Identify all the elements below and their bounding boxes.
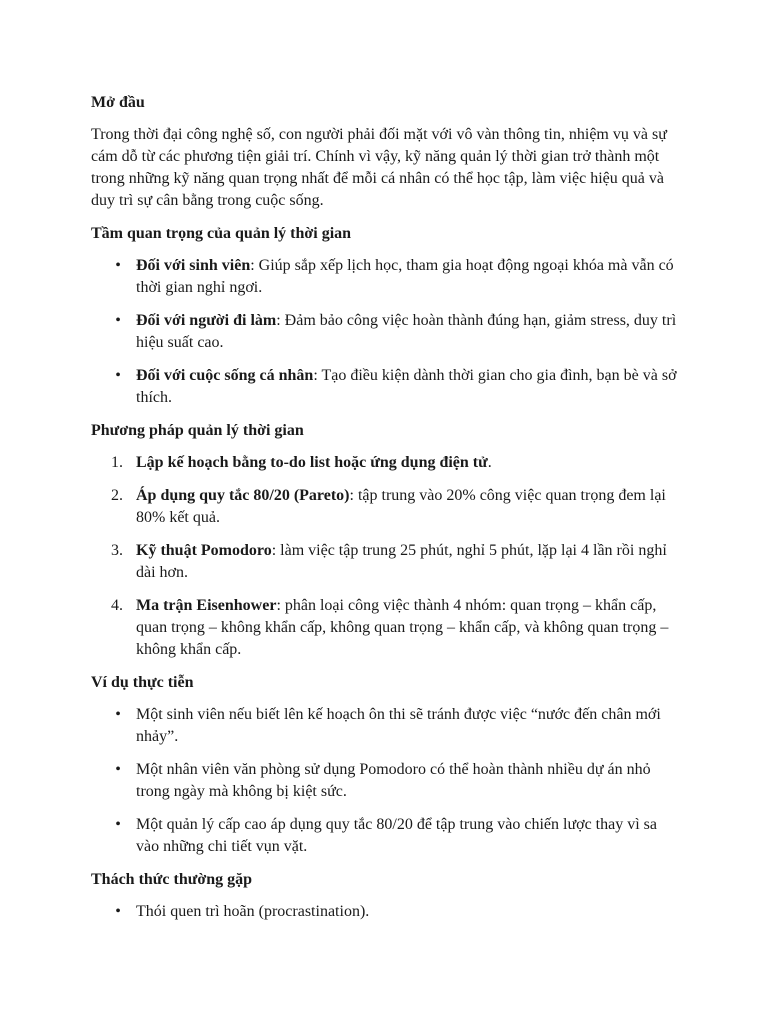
- item-text: Thói quen trì hoãn (procrastination).: [136, 903, 370, 920]
- list-item: [91, 814, 680, 858]
- item-text: : làm việc tập trung 25 phút, nghỉ 5 phút, lặp lại 4 lần rồi nghỉ dài hơn.: [136, 542, 667, 581]
- bullet-marker: •: [115, 367, 121, 384]
- heading-methods: Phương pháp quản lý thời gian: [91, 422, 304, 439]
- item-bold-term: Đối với người đi làm: [136, 312, 277, 329]
- item-text: : Đảm bảo công việc hoàn thành đúng hạn, giảm stress, duy trì hiệu suất cao.: [136, 312, 677, 351]
- methods-list: [91, 452, 680, 661]
- number-marker: 2.: [111, 487, 123, 504]
- item-bold-term: Áp dụng quy tắc 80/20 (Pareto): [136, 487, 350, 504]
- list-item: [91, 759, 680, 803]
- bullet-marker: •: [115, 903, 121, 920]
- item-bold-term: Đối với cuộc sống cá nhân: [136, 367, 314, 384]
- list-item: [91, 310, 680, 354]
- list-item: [91, 485, 680, 529]
- item-bold-term: Đối với sinh viên: [136, 257, 251, 274]
- item-bold-term: Ma trận Eisenhower: [136, 597, 277, 614]
- challenges-list: [91, 901, 680, 923]
- bullet-marker: •: [115, 257, 121, 274]
- list-item: [91, 365, 680, 409]
- item-text: : Tạo điều kiện dành thời gian cho gia đình, bạn bè và sở thích.: [136, 367, 677, 406]
- item-text: Một nhân viên văn phòng sử dụng Pomodoro có thể hoàn thành nhiều dự án nhỏ trong ngày mà không bị kiệt sức.: [136, 761, 651, 800]
- heading-examples: Ví dụ thực tiễn: [91, 674, 194, 691]
- heading-importance: Tầm quan trọng của quản lý thời gian: [91, 225, 352, 242]
- item-text: : Giúp sắp xếp lịch học, tham gia hoạt động ngoại khóa mà vẫn có thời gian nghỉ ngơi.: [136, 257, 674, 296]
- bullet-marker: •: [115, 761, 121, 778]
- bullet-marker: •: [115, 816, 121, 833]
- item-text: .: [487, 454, 492, 471]
- number-marker: 4.: [111, 597, 123, 614]
- heading-challenges: Thách thức thường gặp: [91, 871, 252, 888]
- item-text: Một sinh viên nếu biết lên kế hoạch ôn thi sẽ tránh được việc “nước đến chân mới nhảy”.: [136, 706, 661, 745]
- item-text: Một quản lý cấp cao áp dụng quy tắc 80/20 để tập trung vào chiến lược thay vì sa vào những chi tiết vụn vặt.: [136, 816, 657, 855]
- item-bold-term: Lập kế hoạch bằng to-do list hoặc ứng dụng điện tử: [136, 454, 488, 471]
- importance-list: [91, 255, 680, 409]
- number-marker: 1.: [111, 454, 123, 471]
- item-text: : phân loại công việc thành 4 nhóm: quan trọng – khẩn cấp, quan trọng – không khẩn cấp, không quan trọng – khẩn cấp, và không quan trọng – không khẩn cấp.: [136, 597, 669, 658]
- number-marker: 3.: [111, 542, 123, 559]
- intro-paragraph: Trong thời đại công nghệ số, con người phải đối mặt với vô vàn thông tin, nhiệm vụ và sự cám dỗ từ các phương tiện giải trí. Chính vì vậy, kỹ năng quản lý thời gian trở thành một trong những kỹ năng quan trọng nhất để mỗi cá nhân có thể học tập, làm việc hiệu quả và duy trì sự cân bằng trong cuộc sống.: [91, 126, 667, 209]
- list-item: [91, 540, 680, 584]
- list-item: [91, 901, 680, 923]
- item-text: : tập trung vào 20% công việc quan trọng đem lại 80% kết quả.: [136, 487, 666, 526]
- examples-list: [91, 704, 680, 858]
- list-item: [91, 255, 680, 299]
- list-item: [91, 452, 680, 474]
- list-item: [91, 704, 680, 748]
- list-item: [91, 595, 680, 661]
- item-bold-term: Kỹ thuật Pomodoro: [136, 542, 272, 559]
- bullet-marker: •: [115, 706, 121, 723]
- bullet-marker: •: [115, 312, 121, 329]
- heading-intro: Mở đầu: [91, 94, 145, 111]
